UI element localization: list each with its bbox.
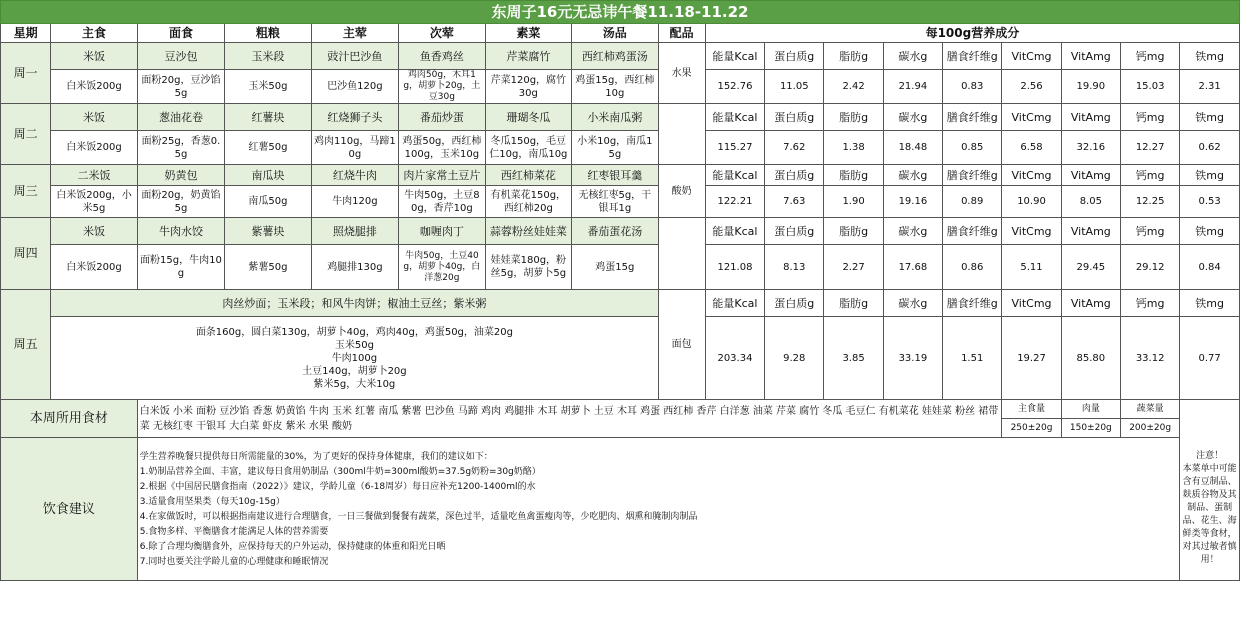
side-item [658,218,705,290]
nutrient-value: 0.83 [943,70,1002,104]
ingredient-cell: 小米10g，南瓜15g [572,131,658,165]
advice-label: 饮食建议 [1,438,138,581]
header-grain: 粗粮 [225,24,311,43]
nutrient-value: 21.94 [883,70,942,104]
header-soup: 汤品 [572,24,658,43]
ingredient-cell: 冬瓜150g，毛豆仁10g，南瓜10g [485,131,571,165]
nutrient-label: 钙mg [1120,43,1179,70]
page-title: 东周子16元无忌讳午餐11.18-11.22 [1,1,1240,24]
nutrient-label: 脂肪g [824,218,883,245]
ingredient-cell: 鸡蛋15g [572,245,658,290]
nutrient-value: 29.45 [1061,245,1120,290]
nutrient-value: 7.63 [765,186,824,218]
nutrient-label: 脂肪g [824,43,883,70]
ingredient-cell: 面粉20g，豆沙馅5g [137,70,224,104]
nutrient-label: 膳食纤维g [943,104,1002,131]
dish-soup: 番茄蛋花汤 [572,218,658,245]
nutrient-value: 152.76 [705,70,764,104]
nutrient-value: 6.58 [1002,131,1061,165]
dish-second-meat: 鱼香鸡丝 [399,43,485,70]
nutrient-label: 碳水g [883,218,942,245]
amount-header-meat: 肉量 [1061,400,1120,419]
ingredient-cell: 面粉15g，牛肉10g [137,245,224,290]
nutrient-value: 7.62 [765,131,824,165]
nutrient-label: VitAmg [1061,218,1120,245]
nutrient-value: 10.90 [1002,186,1061,218]
nutrient-value: 3.85 [824,317,883,400]
dish-staple: 二米饭 [51,165,137,186]
ingredient-cell: 牛肉50g，土豆40g，胡萝卜40g，白洋葱20g [399,245,485,290]
nutrient-value: 15.03 [1120,70,1179,104]
dish-grain: 南瓜块 [225,165,311,186]
weekly-ingredients-label: 本周所用食材 [1,400,138,438]
amount-meat: 150±20g [1061,419,1120,438]
ingredient-cell: 有机菜花150g，西红柿20g [485,186,571,218]
day-monday: 周一 [1,43,51,104]
nutrient-value: 12.25 [1120,186,1179,218]
side-item [658,104,705,165]
nutrient-value: 9.28 [765,317,824,400]
nutrient-value: 19.16 [883,186,942,218]
ingredient-cell: 玉米50g [225,70,311,104]
dish-staple: 米饭 [51,43,137,70]
header-nutrition: 每100g营养成分 [705,24,1239,43]
nutrient-label: 能量Kcal [705,165,764,186]
nutrient-value: 0.77 [1180,317,1240,400]
dish-grain: 紫薯块 [225,218,311,245]
dish-second-meat: 肉片家常土豆片 [399,165,485,186]
nutrient-label: 蛋白质g [765,218,824,245]
nutrient-label: VitCmg [1002,218,1061,245]
ingredient-cell: 无核红枣5g，干银耳1g [572,186,658,218]
advice-line: 6.除了合理均衡膳食外，应保持每天的户外运动，保持健康的体重和阳光日晒 [139,542,446,552]
nutrient-value: 0.85 [943,131,1002,165]
friday-ingredients [51,317,658,400]
friday-ingredient-line: 牛肉100g [331,352,378,364]
friday-ingredient-line: 面条160g，圆白菜130g，胡萝卜40g，鸡肉40g，鸡蛋50g，油菜20g [195,326,513,338]
friday-ingredient-line: 土豆140g，胡萝卜20g [302,365,407,377]
nutrient-label: 蛋白质g [765,290,824,317]
nutrient-label: 铁mg [1180,165,1240,186]
ingredient-cell: 面粉25g，香葱0.5g [137,131,224,165]
header-pastry: 面食 [137,24,224,43]
amount-header-staple: 主食量 [1002,400,1061,419]
friday-dish: 肉丝炒面；玉米段；和风牛肉饼；椒油土豆丝；紫米粥 [51,290,658,317]
ingredient-cell: 面粉20g，奶黄馅5g [137,186,224,218]
nutrient-label: VitCmg [1002,43,1061,70]
nutrient-value: 122.21 [705,186,764,218]
header-second-meat: 次荤 [399,24,485,43]
ingredient-cell: 鸡蛋15g，西红柿10g [572,70,658,104]
nutrient-label: VitAmg [1061,43,1120,70]
advice-line: 5.食物多样、平衡膳食才能满足人体的营养需要 [139,527,329,537]
nutrient-value: 0.53 [1180,186,1240,218]
nutrient-label: 膳食纤维g [943,218,1002,245]
ingredient-cell: 鸡腿排130g [311,245,398,290]
day-wednesday: 周三 [1,165,51,218]
ingredient-cell: 娃娃菜180g，粉丝5g，胡萝卜5g [485,245,571,290]
nutrient-label: VitAmg [1061,290,1120,317]
dish-pastry: 葱油花卷 [137,104,224,131]
nutrient-value: 12.27 [1120,131,1179,165]
nutrient-value: 0.89 [943,186,1002,218]
nutrient-value: 19.90 [1061,70,1120,104]
side-item: 水果 [658,43,705,104]
nutrient-label: 钙mg [1120,104,1179,131]
nutrient-label: 蛋白质g [765,104,824,131]
dish-main-meat: 豉汁巴沙鱼 [311,43,398,70]
nutrient-value: 29.12 [1120,245,1179,290]
advice-line: 2.根据《中国居民膳食指南（2022）》建议，学龄儿童（6-18周岁）每日应补充1200-1400ml的水 [139,482,536,492]
nutrient-value: 2.31 [1180,70,1240,104]
nutrient-label: 碳水g [883,104,942,131]
nutrient-label: 膳食纤维g [943,165,1002,186]
nutrient-label: 铁mg [1180,43,1240,70]
ingredient-cell: 鸡肉110g，马蹄10g [311,131,398,165]
nutrient-value: 2.27 [824,245,883,290]
dish-second-meat: 咖喱肉丁 [399,218,485,245]
nutrient-label: 膳食纤维g [943,43,1002,70]
dish-pastry: 豆沙包 [137,43,224,70]
nutrient-value: 5.11 [1002,245,1061,290]
nutrient-value: 2.56 [1002,70,1061,104]
ingredient-cell: 红薯50g [225,131,311,165]
dish-second-meat: 番茄炒蛋 [399,104,485,131]
weekly-ingredients-list: 白米饭 小米 面粉 豆沙馅 香葱 奶黄馅 牛肉 玉米 红薯 南瓜 紫薯 巴沙鱼 马蹄 鸡肉 鸡腿排 木耳 胡萝卜 土豆 木耳 鸡蛋 西红柿 香芹 白洋葱 油菜 芹菜 腐竹 冬瓜 毛豆仁 有机菜花 娃娃菜 粉丝 裙带菜 无核红枣 干银耳 大白菜 虾皮 紫米 水果 酸奶 [137,400,1002,438]
nutrient-value: 115.27 [705,131,764,165]
dish-grain: 玉米段 [225,43,311,70]
dish-vegetable: 芹菜腐竹 [485,43,571,70]
header-staple: 主食 [51,24,137,43]
nutrient-value: 2.42 [824,70,883,104]
nutrient-value: 1.51 [943,317,1002,400]
nutrient-label: 铁mg [1180,218,1240,245]
ingredient-cell: 白米饭200g [51,245,137,290]
ingredient-cell: 白米饭200g，小米5g [51,186,137,218]
friday-ingredient-line: 玉米50g [334,339,374,351]
nutrient-value: 0.86 [943,245,1002,290]
blank-cell [1180,400,1240,438]
ingredient-cell: 南瓜50g [225,186,311,218]
nutrient-label: 能量Kcal [705,218,764,245]
nutrient-label: 碳水g [883,290,942,317]
dish-staple: 米饭 [51,218,137,245]
dish-main-meat: 红烧狮子头 [311,104,398,131]
dish-soup: 红枣银耳羹 [572,165,658,186]
nutrient-label: 能量Kcal [705,104,764,131]
dish-vegetable: 珊瑚冬瓜 [485,104,571,131]
allergen-note [1180,438,1240,581]
nutrient-label: 蛋白质g [765,43,824,70]
advice-line: 学生营养晚餐只提供每日所需能量的30%，为了更好的保持身体健康，我们的建议如下： [139,452,493,462]
ingredient-cell: 白米饭200g [51,131,137,165]
nutrient-value: 17.68 [883,245,942,290]
dish-grain: 红薯块 [225,104,311,131]
dish-soup: 小米南瓜粥 [572,104,658,131]
nutrient-value: 85.80 [1061,317,1120,400]
ingredient-cell: 白米饭200g [51,70,137,104]
nutrient-label: 铁mg [1180,104,1240,131]
nutrient-label: 脂肪g [824,165,883,186]
amount-vegetable: 200±20g [1120,419,1179,438]
header-day: 星期 [1,24,51,43]
nutrient-label: 铁mg [1180,290,1240,317]
dish-main-meat: 照烧腿排 [311,218,398,245]
nutrient-value: 19.27 [1002,317,1061,400]
ingredient-cell: 牛肉120g [311,186,398,218]
header-main-meat: 主荤 [311,24,398,43]
dish-vegetable: 西红柿菜花 [485,165,571,186]
dish-soup: 西红柿鸡蛋汤 [572,43,658,70]
dish-main-meat: 红烧牛肉 [311,165,398,186]
advice-line: 1.奶制品营养全面、丰富，建议每日食用奶制品（300ml牛奶=300ml酸奶=37.5g奶粉=30g奶酪） [139,467,541,477]
nutrient-label: 蛋白质g [765,165,824,186]
nutrient-value: 33.12 [1120,317,1179,400]
ingredient-cell: 鸡肉50g，木耳1g，胡萝卜20g，土豆30g [399,70,485,104]
nutrient-label: VitAmg [1061,165,1120,186]
nutrient-label: VitCmg [1002,165,1061,186]
nutrient-label: VitAmg [1061,104,1120,131]
ingredient-cell: 芹菜120g，腐竹30g [485,70,571,104]
side-item: 面包 [658,290,705,400]
amount-header-vegetable: 蔬菜量 [1120,400,1179,419]
nutrient-value: 8.05 [1061,186,1120,218]
nutrient-label: 脂肪g [824,104,883,131]
advice-line: 3.适量食用坚果类（每天10g-15g） [139,497,285,507]
header-vegetable: 素菜 [485,24,571,43]
allergen-note-body: 本菜单中可能含有豆制品、麸质谷物及其制品、蛋制品、花生、海鲜类等食材，对其过敏者慎用！ [1182,464,1237,566]
advice-text [137,438,1180,581]
nutrient-value: 121.08 [705,245,764,290]
nutrient-label: VitCmg [1002,104,1061,131]
dish-pastry: 奶黄包 [137,165,224,186]
nutrient-label: 脂肪g [824,290,883,317]
nutrient-label: VitCmg [1002,290,1061,317]
allergen-note-title: 注意！ [1196,451,1224,462]
ingredient-cell: 牛肉50g，土豆80g，香芹10g [399,186,485,218]
nutrient-label: 钙mg [1120,165,1179,186]
amount-staple: 250±20g [1002,419,1061,438]
nutrient-label: 能量Kcal [705,290,764,317]
nutrient-value: 32.16 [1061,131,1120,165]
nutrient-label: 碳水g [883,43,942,70]
advice-line: 7.同时也要关注学龄儿童的心理健康和睡眠情况 [139,557,329,567]
nutrient-value: 1.90 [824,186,883,218]
nutrient-value: 203.34 [705,317,764,400]
side-item: 酸奶 [658,165,705,218]
nutrient-label: 能量Kcal [705,43,764,70]
friday-ingredient-line: 紫米5g，大米10g [313,378,396,390]
dish-pastry: 牛肉水饺 [137,218,224,245]
nutrient-label: 碳水g [883,165,942,186]
nutrient-value: 0.62 [1180,131,1240,165]
nutrient-label: 膳食纤维g [943,290,1002,317]
advice-line: 4.在家做饭时，可以根据指南建议进行合理膳食，一日三餐做到餐餐有蔬菜，深色过半，适量吃鱼禽蛋瘦肉等，少吃肥肉、烟熏和腌制肉制品 [139,512,698,522]
nutrient-value: 1.38 [824,131,883,165]
nutrient-value: 18.48 [883,131,942,165]
ingredient-cell: 巴沙鱼120g [311,70,398,104]
nutrient-value: 0.84 [1180,245,1240,290]
header-side: 配品 [658,24,705,43]
nutrient-value: 8.13 [765,245,824,290]
day-friday: 周五 [1,290,51,400]
ingredient-cell: 紫薯50g [225,245,311,290]
dish-staple: 米饭 [51,104,137,131]
day-tuesday: 周二 [1,104,51,165]
nutrient-label: 钙mg [1120,290,1179,317]
nutrient-value: 11.05 [765,70,824,104]
ingredient-cell: 鸡蛋50g，西红柿100g，玉米10g [399,131,485,165]
nutrient-label: 钙mg [1120,218,1179,245]
nutrient-value: 33.19 [883,317,942,400]
dish-vegetable: 蒜蓉粉丝娃娃菜 [485,218,571,245]
day-thursday: 周四 [1,218,51,290]
